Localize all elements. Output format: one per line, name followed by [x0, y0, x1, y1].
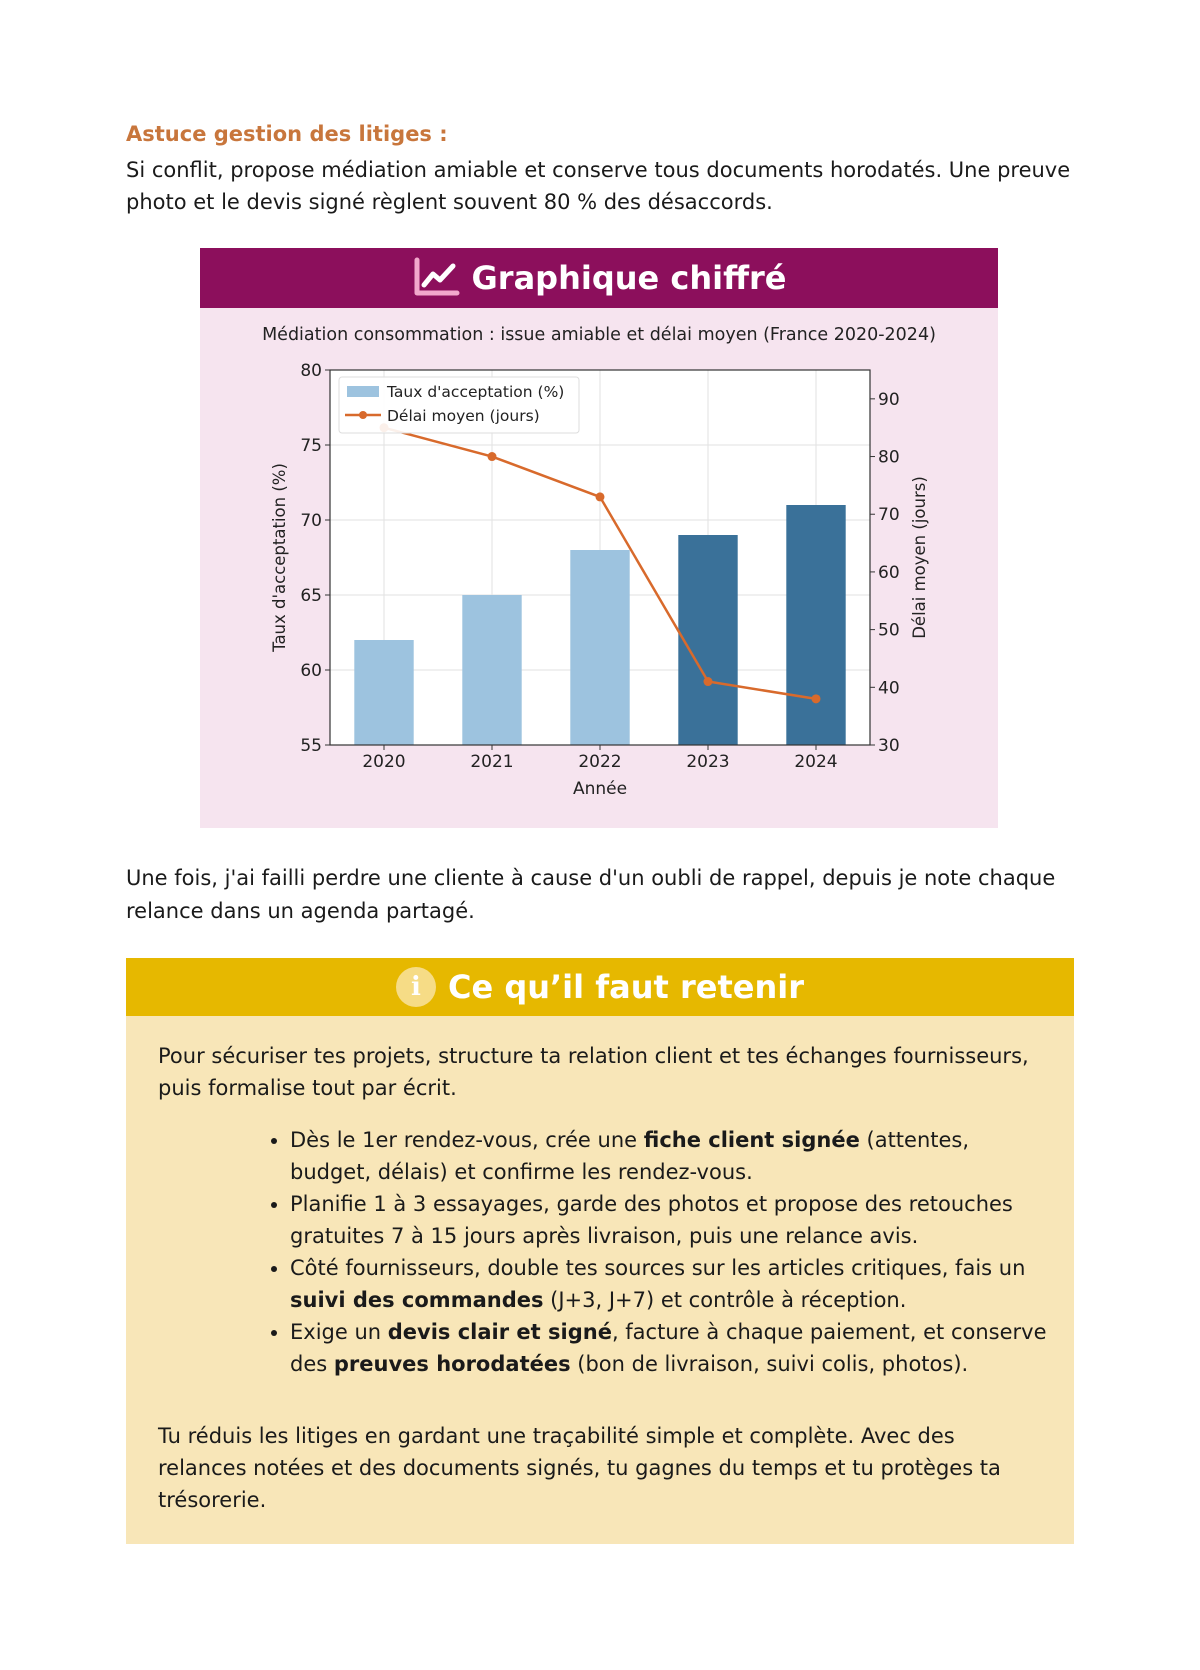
line-point [704, 677, 713, 686]
summary-bullet: • Planifie 1 à 3 essayages, garde des photos et propose des retouches gratuites 7 à 15 jours après livraison, puis une relance avis. [290, 1188, 1050, 1252]
y2-tick-label: 70 [878, 505, 900, 526]
y-tick-label: 70 [300, 511, 322, 531]
info-icon: i [396, 967, 436, 1007]
legend-swatch-marker [359, 411, 367, 419]
chart [200, 308, 998, 828]
bar [678, 535, 737, 745]
y-tick-label: 65 [300, 586, 322, 606]
y-tick-label: 60 [300, 661, 322, 681]
summary-intro: Pour sécuriser tes projets, structure ta relation client et tes échanges fournisseurs, puis formalise tout par écrit. [158, 1044, 1029, 1100]
x-axis-label: Année [572, 779, 628, 799]
legend-label-line: Délai moyen (jours) [387, 407, 540, 425]
y2-tick-label: 40 [878, 678, 900, 699]
summary-list [260, 1124, 1050, 1380]
y2-tick-label: 80 [878, 447, 900, 468]
tip-paragraph: Si conflit, propose médiation amiable et conserve tous documents horodatés. Une preuve photo et le devis signé règlent souvent 80 % des désaccords. [126, 158, 1071, 214]
y2-axis-label: Délai moyen (jours) [910, 476, 929, 639]
y2-tick-label: 50 [878, 620, 900, 641]
line-point [488, 452, 497, 461]
x-tick-label: 2024 [794, 752, 838, 772]
summary-bullet: • Côté fournisseurs, double tes sources sur les articles critiques, fais un suivi des commandes (J+3, J+7) et contrôle à réception. [290, 1252, 1050, 1316]
bar [570, 550, 629, 745]
y-tick-label: 75 [300, 436, 322, 456]
x-tick-label: 2022 [578, 752, 622, 772]
y2-tick-label: 30 [878, 736, 900, 756]
legend-swatch-bars [347, 386, 379, 397]
legend-label-bars: Taux d'acceptation (%) [387, 383, 565, 401]
chart-title: Médiation consommation : issue amiable et délai moyen (France 2020-2024) [262, 325, 936, 345]
chart-banner-title: Graphique chiffré [471, 259, 787, 297]
bar [462, 595, 521, 745]
y-axis-label: Taux d'acceptation (%) [270, 463, 289, 652]
tip-heading: Astuce gestion des litiges : [126, 122, 448, 146]
y-tick-label: 80 [300, 361, 322, 381]
line-chart-icon [412, 257, 460, 299]
x-tick-label: 2020 [362, 752, 406, 772]
y2-tick-label: 90 [878, 389, 900, 410]
x-tick-label: 2021 [470, 752, 514, 772]
summary-outro: Tu réduis les litiges en gardant une traçabilité simple et complète. Avec des relances notées et des documents signés, tu gagnes du temps et tu protèges ta trésorerie. [158, 1424, 1001, 1512]
chart-banner [200, 248, 998, 308]
y2-tick-label: 60 [878, 562, 900, 583]
summary-box [126, 958, 1074, 1544]
line-point [812, 694, 821, 703]
bar [786, 505, 845, 745]
bar [354, 640, 413, 745]
summary-title: Ce qu’il faut retenir [448, 968, 804, 1006]
line-point [596, 492, 605, 501]
summary-banner [126, 958, 1074, 1016]
anecdote-paragraph: Une fois, j'ai failli perdre une cliente à cause d'un oubli de rappel, depuis je note chaque relance dans un agenda partagé. [126, 866, 1056, 923]
summary-bullet: • Dès le 1er rendez-vous, crée une fiche client signée (attentes, budget, délais) et confirme les rendez-vous. [290, 1124, 1050, 1188]
chart-card [200, 248, 998, 828]
summary-bullet: • Exige un devis clair et signé, facture à chaque paiement, et conserve des preuves horodatées (bon de livraison, suivi colis, photos). [290, 1316, 1050, 1380]
x-tick-label: 2023 [686, 752, 730, 772]
y-tick-label: 55 [300, 736, 322, 756]
